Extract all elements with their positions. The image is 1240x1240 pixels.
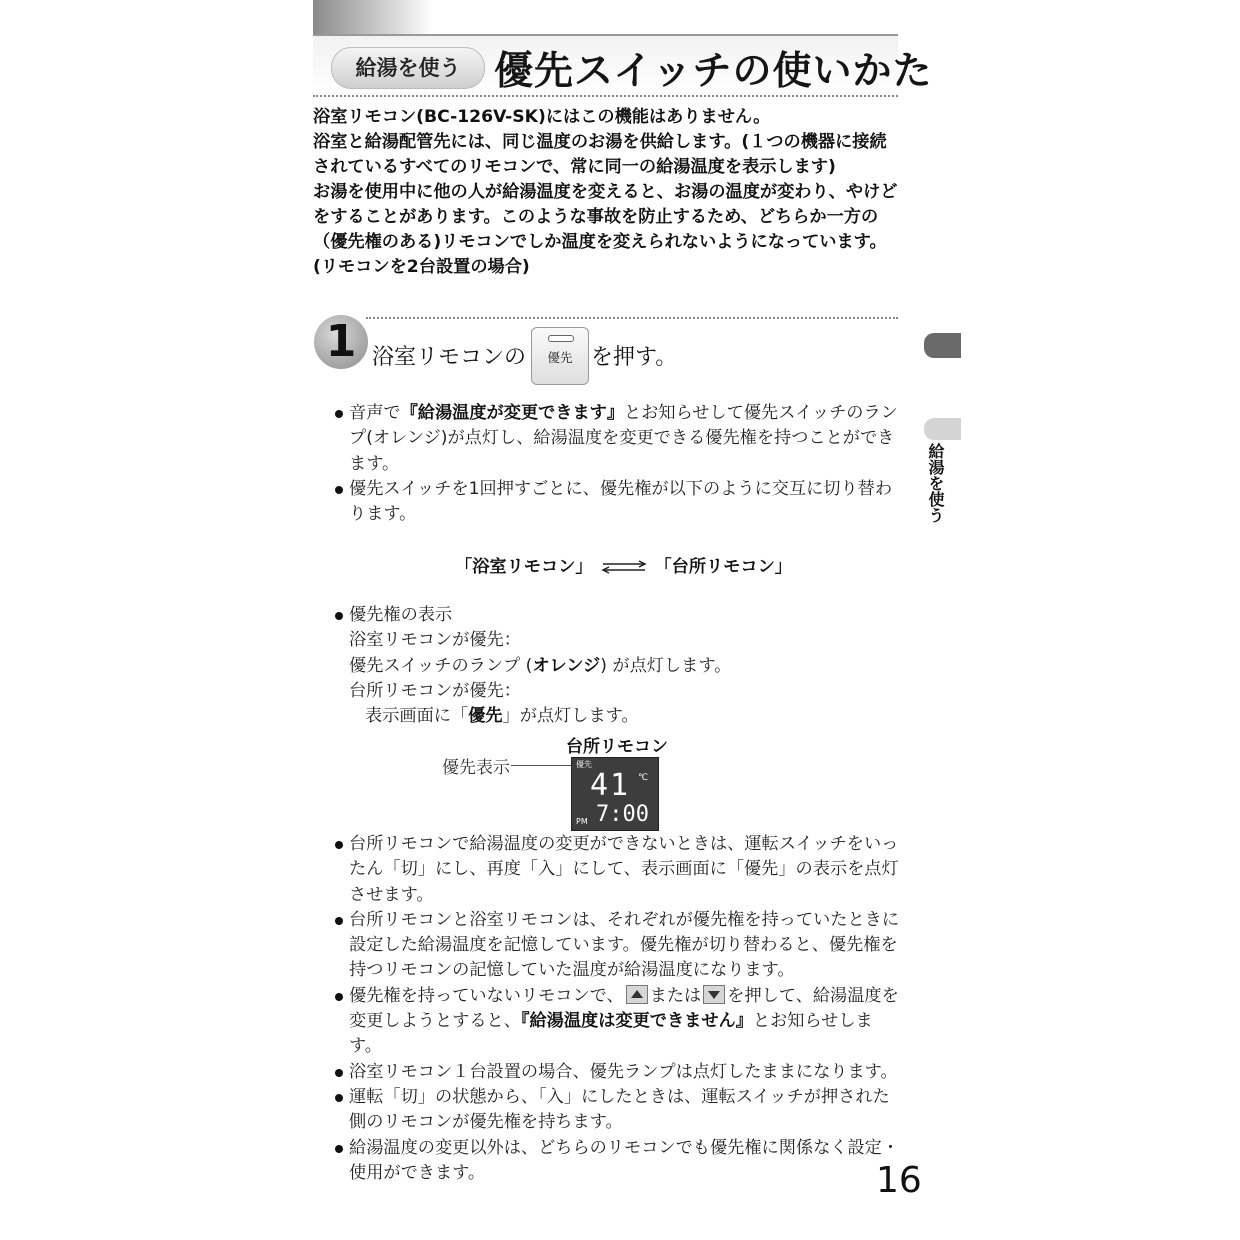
leader-label: 優先表示 — [442, 758, 510, 778]
bullet-list-a — [333, 401, 903, 527]
priority-display-list — [333, 603, 903, 729]
page-title: 優先スイッチの使いかた — [494, 49, 933, 94]
temperature-unit: ℃ — [638, 773, 649, 783]
priority-indicator: 優先 — [576, 760, 592, 769]
side-tab-label: 給湯を使う — [926, 443, 945, 523]
time-readout: 7:00 — [596, 802, 649, 827]
intro-line: 浴室と給湯配管先には、同じ温度のお湯を供給します。(１つの機器に接続されているすべてのリモコンで、常に同一の給湯温度を表示します) — [313, 132, 887, 177]
lamp-icon — [548, 335, 574, 342]
header-rule — [313, 34, 898, 36]
priority-button-label: 優先 — [547, 350, 573, 365]
flow-right: 「台所リモコン」 — [654, 557, 792, 577]
priority-button-illustration — [531, 327, 589, 385]
step-text-after: を押す。 — [591, 345, 678, 370]
list-item: 浴室リモコン１台設置の場合、優先ランプは点灯したままになります。 — [333, 1060, 903, 1085]
bath-priority-desc: 優先スイッチのランプ (オレンジ) が点灯します。 — [349, 655, 732, 676]
step-divider — [366, 317, 898, 319]
page-number: 16 — [876, 1160, 922, 1201]
list-item: 台所リモコンと浴室リモコンは、それぞれが優先権を持っていたときに設定した給湯温度を記憶しています。優先権が切り替わると、優先権を持つリモコンの記憶していた温度が給湯温度になります。 — [333, 908, 903, 984]
list-item: 優先スイッチを1回押すごとに、優先権が以下のように交互に切り替わります。 — [333, 477, 903, 528]
kitchen-priority-desc: 表示画面に「優先」が点灯します。 — [365, 706, 639, 727]
list-item: 音声で『給湯温度が変更できます』とお知らせして優先スイッチのランプ(オレンジ)が点灯し、給湯温度を変更できる優先権を持つことができます。 — [333, 401, 903, 477]
kitchen-priority-label: 台所リモコンが優先： — [349, 680, 521, 701]
side-tab-marker — [924, 333, 961, 358]
bidirectional-arrow-icon — [599, 560, 649, 574]
step-text: 浴室リモコンの — [372, 345, 527, 370]
list-item: 優先権を持っていないリモコンで、 または を押して、給湯温度を変更しようとすると、『給湯温度は変更できません』とお知らせします。 — [333, 984, 903, 1060]
list-item: 運転「切」の状態から、「入」にしたときは、運転スイッチが押された側のリモコンが優先権を持ちます。 — [333, 1085, 903, 1136]
bath-priority-label: 浴室リモコンが優先： — [349, 630, 521, 651]
flow-left: 「浴室リモコン」 — [455, 557, 593, 577]
side-tab-active — [924, 418, 961, 440]
display-caption: 台所リモコン — [566, 737, 668, 757]
step-number: 1 — [314, 315, 368, 369]
down-arrow-icon — [703, 985, 725, 1004]
temperature-readout: 41 — [590, 768, 631, 803]
up-arrow-icon — [626, 985, 648, 1004]
ampm-indicator: PM — [576, 817, 588, 826]
list-item: 給湯温度の変更以外は、どちらのリモコンでも優先権に関係なく設定・使用ができます。 — [333, 1136, 903, 1187]
bullet-list-b — [333, 832, 903, 1186]
intro-line: お湯を使用中に他の人が給湯温度を変えると、お湯の温度が変わり、やけどをすることがあります。このような事故を防止するため、どちらか一方の（優先権のある)リモコンでしか温度を変えられないようになっています。(リモコンを2台設置の場合) — [313, 182, 898, 277]
list-item: 台所リモコンで給湯温度の変更ができないときは、運転スイッチをいったん「切」にし、再度「入」にして、表示画面に「優先」の表示を点灯させます。 — [333, 832, 903, 908]
list-item: 優先権の表示 — [333, 603, 903, 628]
remote-display — [571, 757, 659, 831]
leader-line — [511, 765, 573, 766]
section-label: 給湯を使う — [331, 47, 485, 89]
header-gradient — [313, 0, 433, 36]
header-divider — [313, 95, 898, 97]
priority-flow — [455, 552, 792, 577]
intro-text — [313, 105, 903, 280]
intro-line: 浴室リモコン(BC-126V-SK)にはこの機能はありません。 — [313, 107, 771, 127]
